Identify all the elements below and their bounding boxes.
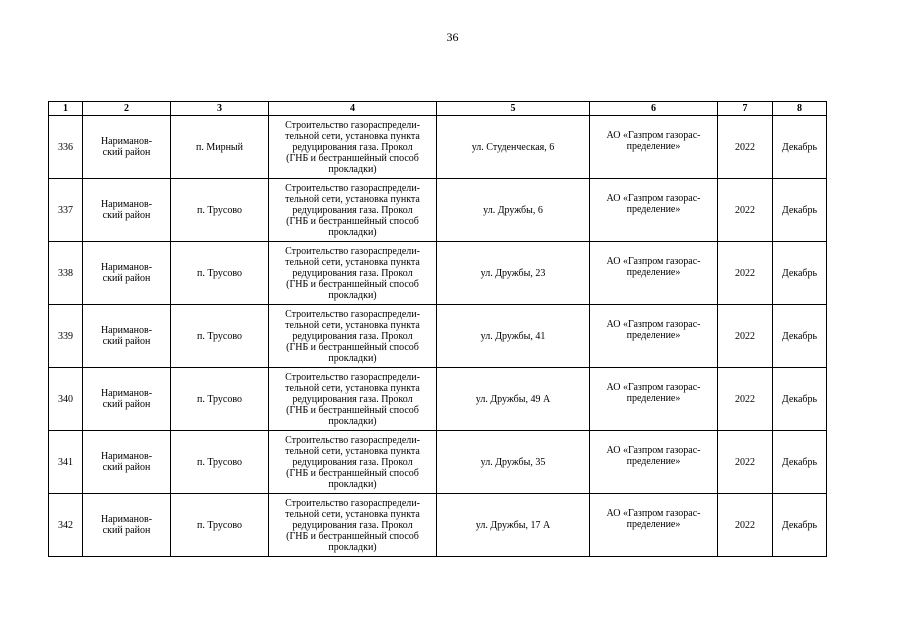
works-table — [48, 101, 827, 557]
work-line: (ГНБ и бестраншейный способ — [286, 404, 419, 416]
organization-line: АО «Газпром газорас- — [606, 256, 701, 267]
work-line: прокладки) — [328, 226, 377, 238]
work-description-cell — [269, 242, 437, 305]
table-row — [49, 179, 827, 242]
work-line: прокладки) — [328, 478, 377, 490]
address-cell: ул. Дружбы, 23 — [437, 242, 590, 305]
organization-line: пределение» — [626, 141, 681, 152]
district-line: ский район — [102, 147, 151, 158]
settlement-cell: п. Мирный — [171, 116, 269, 179]
column-header: 6 — [590, 102, 718, 116]
column-header: 1 — [49, 102, 83, 116]
settlement-cell: п. Трусово — [171, 368, 269, 431]
work-line: прокладки) — [328, 415, 377, 427]
organization-cell — [590, 305, 718, 368]
district-line: Нариманов- — [100, 388, 153, 399]
district-cell — [83, 179, 171, 242]
organization-line: пределение» — [626, 204, 681, 215]
organization-line: АО «Газпром газорас- — [606, 130, 701, 141]
table-row — [49, 494, 827, 557]
work-line: тельной сети, установка пункта — [285, 319, 420, 331]
month-cell: Декабрь — [773, 494, 827, 557]
row-number: 342 — [49, 494, 83, 557]
row-number: 340 — [49, 368, 83, 431]
row-number: 339 — [49, 305, 83, 368]
organization-cell — [590, 494, 718, 557]
organization-cell — [590, 242, 718, 305]
work-line: прокладки) — [328, 163, 377, 175]
work-line: Строительство газораспредели- — [285, 182, 420, 194]
year-cell: 2022 — [718, 494, 773, 557]
organization-line: пределение» — [626, 267, 681, 278]
work-line: редуцирования газа. Прокол — [292, 330, 413, 342]
organization-line: пределение» — [626, 456, 681, 467]
year-cell: 2022 — [718, 179, 773, 242]
row-number: 341 — [49, 431, 83, 494]
work-line: редуцирования газа. Прокол — [292, 456, 413, 468]
organization-line: АО «Газпром газорас- — [606, 382, 701, 393]
table-row — [49, 305, 827, 368]
work-line: Строительство газораспредели- — [285, 497, 420, 509]
work-line: редуцирования газа. Прокол — [292, 393, 413, 405]
district-line: Нариманов- — [100, 262, 153, 273]
district-line: Нариманов- — [100, 199, 153, 210]
work-line: тельной сети, установка пункта — [285, 130, 420, 142]
work-description-cell — [269, 494, 437, 557]
district-cell — [83, 116, 171, 179]
table-row — [49, 242, 827, 305]
address-cell: ул. Дружбы, 49 А — [437, 368, 590, 431]
organization-cell — [590, 368, 718, 431]
address-cell: ул. Дружбы, 17 А — [437, 494, 590, 557]
organization-line: АО «Газпром газорас- — [606, 319, 701, 330]
district-cell — [83, 368, 171, 431]
work-line: (ГНБ и бестраншейный способ — [286, 341, 419, 353]
work-line: (ГНБ и бестраншейный способ — [286, 530, 419, 542]
work-line: (ГНБ и бестраншейный способ — [286, 278, 419, 290]
work-line: тельной сети, установка пункта — [285, 508, 420, 520]
settlement-cell: п. Трусово — [171, 242, 269, 305]
work-line: Строительство газораспредели- — [285, 119, 420, 131]
organization-cell — [590, 116, 718, 179]
work-line: редуцирования газа. Прокол — [292, 267, 413, 279]
settlement-cell: п. Трусово — [171, 305, 269, 368]
header-row — [49, 102, 827, 116]
table-row — [49, 431, 827, 494]
month-cell: Декабрь — [773, 368, 827, 431]
year-cell: 2022 — [718, 116, 773, 179]
work-line: тельной сети, установка пункта — [285, 193, 420, 205]
organization-cell — [590, 179, 718, 242]
column-header: 3 — [171, 102, 269, 116]
month-cell: Декабрь — [773, 116, 827, 179]
column-header: 8 — [773, 102, 827, 116]
settlement-cell: п. Трусово — [171, 179, 269, 242]
column-header: 2 — [83, 102, 171, 116]
work-line: (ГНБ и бестраншейный способ — [286, 215, 419, 227]
work-line: тельной сети, установка пункта — [285, 445, 420, 457]
row-number: 337 — [49, 179, 83, 242]
settlement-cell: п. Трусово — [171, 431, 269, 494]
year-cell: 2022 — [718, 305, 773, 368]
work-line: Строительство газораспредели- — [285, 371, 420, 383]
organization-line: АО «Газпром газорас- — [606, 508, 701, 519]
year-cell: 2022 — [718, 242, 773, 305]
district-line: ский район — [102, 525, 151, 536]
organization-line: АО «Газпром газорас- — [606, 445, 701, 456]
district-line: Нариманов- — [100, 325, 153, 336]
district-cell — [83, 242, 171, 305]
work-line: Строительство газораспредели- — [285, 308, 420, 320]
month-cell: Декабрь — [773, 431, 827, 494]
work-description-cell — [269, 431, 437, 494]
district-line: ский район — [102, 336, 151, 347]
district-cell — [83, 431, 171, 494]
work-line: тельной сети, установка пункта — [285, 256, 420, 268]
organization-line: пределение» — [626, 393, 681, 404]
year-cell: 2022 — [718, 368, 773, 431]
month-cell: Декабрь — [773, 179, 827, 242]
district-line: Нариманов- — [100, 136, 153, 147]
column-header: 7 — [718, 102, 773, 116]
address-cell: ул. Дружбы, 6 — [437, 179, 590, 242]
organization-cell — [590, 431, 718, 494]
work-line: Строительство газораспредели- — [285, 245, 420, 257]
row-number: 338 — [49, 242, 83, 305]
work-line: прокладки) — [328, 352, 377, 364]
month-cell: Декабрь — [773, 305, 827, 368]
work-description-cell — [269, 179, 437, 242]
work-line: редуцирования газа. Прокол — [292, 204, 413, 216]
district-cell — [83, 494, 171, 557]
organization-line: АО «Газпром газорас- — [606, 193, 701, 204]
work-line: прокладки) — [328, 289, 377, 301]
row-number: 336 — [49, 116, 83, 179]
work-line: прокладки) — [328, 541, 377, 553]
work-line: Строительство газораспредели- — [285, 434, 420, 446]
district-cell — [83, 305, 171, 368]
table-row — [49, 368, 827, 431]
work-description-cell — [269, 305, 437, 368]
settlement-cell: п. Трусово — [171, 494, 269, 557]
work-line: тельной сети, установка пункта — [285, 382, 420, 394]
year-cell: 2022 — [718, 431, 773, 494]
work-line: (ГНБ и бестраншейный способ — [286, 152, 419, 164]
page-number: 36 — [446, 30, 459, 44]
column-header: 5 — [437, 102, 590, 116]
district-line: ский район — [102, 273, 151, 284]
organization-line: пределение» — [626, 330, 681, 341]
district-line: Нариманов- — [100, 451, 153, 462]
organization-line: пределение» — [626, 519, 681, 530]
address-cell: ул. Студенческая, 6 — [437, 116, 590, 179]
district-line: Нариманов- — [100, 514, 153, 525]
district-line: ский район — [102, 210, 151, 221]
district-line: ский район — [102, 462, 151, 473]
district-line: ский район — [102, 399, 151, 410]
work-line: (ГНБ и бестраншейный способ — [286, 467, 419, 479]
address-cell: ул. Дружбы, 35 — [437, 431, 590, 494]
column-header: 4 — [269, 102, 437, 116]
address-cell: ул. Дружбы, 41 — [437, 305, 590, 368]
work-description-cell — [269, 116, 437, 179]
month-cell: Декабрь — [773, 242, 827, 305]
table-row — [49, 116, 827, 179]
work-line: редуцирования газа. Прокол — [292, 141, 413, 153]
work-line: редуцирования газа. Прокол — [292, 519, 413, 531]
work-description-cell — [269, 368, 437, 431]
